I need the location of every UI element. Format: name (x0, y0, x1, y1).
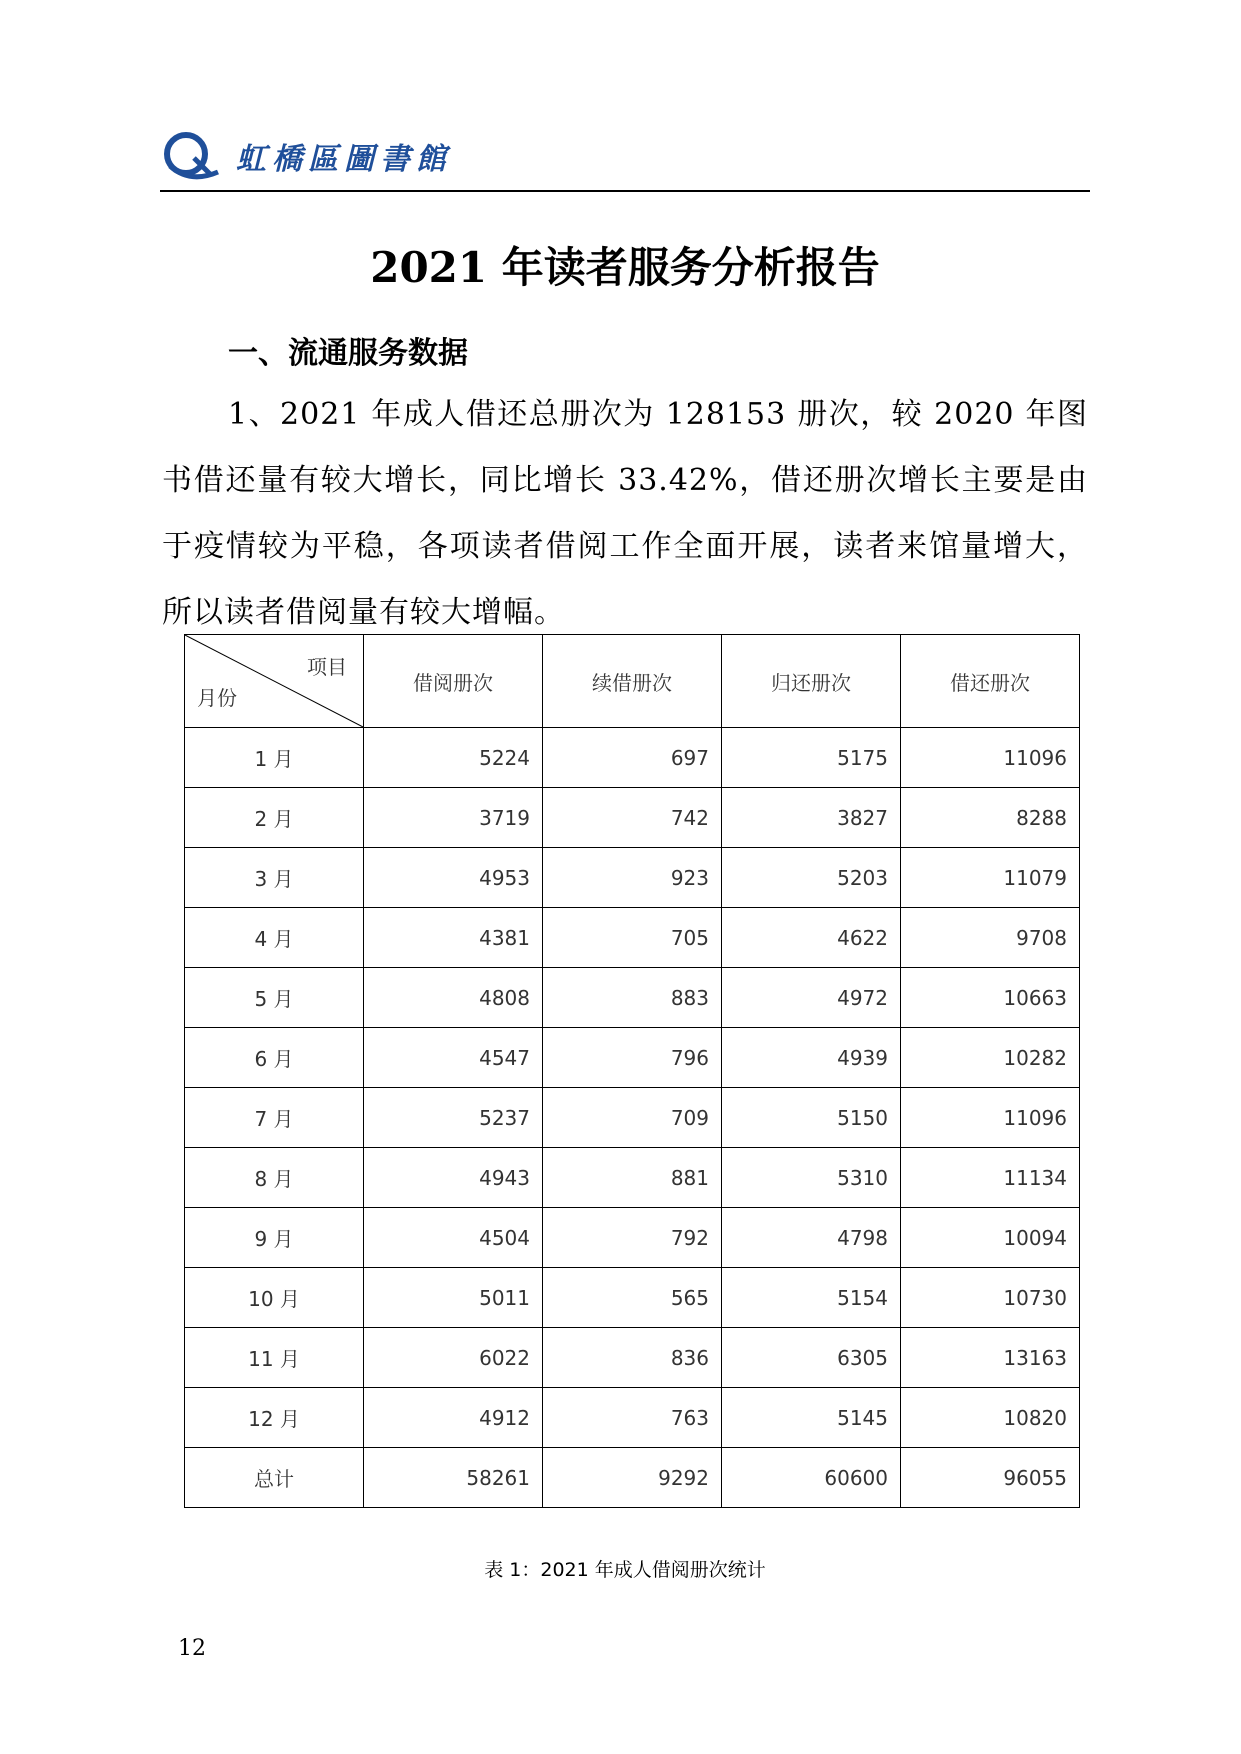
value-cell: 4912 (364, 1388, 543, 1448)
value-cell: 792 (543, 1208, 722, 1268)
table-header-row (185, 635, 1080, 728)
value-cell: 5175 (722, 728, 901, 788)
value-cell: 10730 (901, 1268, 1080, 1328)
value-cell: 96055 (901, 1448, 1080, 1508)
column-header: 归还册次 (722, 635, 901, 728)
table-row (185, 848, 1080, 908)
table-row (185, 1028, 1080, 1088)
value-cell: 4808 (364, 968, 543, 1028)
value-cell: 705 (543, 908, 722, 968)
table-row (185, 1148, 1080, 1208)
column-header: 借还册次 (901, 635, 1080, 728)
circulation-table (184, 634, 1080, 1508)
table-total-row (185, 1448, 1080, 1508)
table-row (185, 1088, 1080, 1148)
value-cell: 697 (543, 728, 722, 788)
month-cell: 4 月 (185, 908, 364, 968)
value-cell: 10282 (901, 1028, 1080, 1088)
month-cell: 12 月 (185, 1388, 364, 1448)
table-row (185, 968, 1080, 1028)
table-corner-cell (185, 635, 364, 728)
report-title: 2021 年读者服务分析报告 (370, 243, 880, 292)
value-cell: 9292 (543, 1448, 722, 1508)
value-cell: 763 (543, 1388, 722, 1448)
value-cell: 13163 (901, 1328, 1080, 1388)
page-number: 12 (178, 1636, 206, 1661)
value-cell: 11096 (901, 728, 1080, 788)
month-cell: 8 月 (185, 1148, 364, 1208)
table-row (185, 1388, 1080, 1448)
value-cell: 3827 (722, 788, 901, 848)
value-cell: 5310 (722, 1148, 901, 1208)
value-cell: 565 (543, 1268, 722, 1328)
value-cell: 6022 (364, 1328, 543, 1388)
value-cell: 10094 (901, 1208, 1080, 1268)
table-row (185, 728, 1080, 788)
month-cell: 7 月 (185, 1088, 364, 1148)
month-cell: 11 月 (185, 1328, 364, 1388)
month-cell: 6 月 (185, 1028, 364, 1088)
value-cell: 5237 (364, 1088, 543, 1148)
page-header (160, 125, 1090, 187)
value-cell: 9708 (901, 908, 1080, 968)
value-cell: 10820 (901, 1388, 1080, 1448)
table-body (185, 728, 1080, 1508)
month-cell: 5 月 (185, 968, 364, 1028)
value-cell: 5145 (722, 1388, 901, 1448)
value-cell: 4939 (722, 1028, 901, 1088)
month-cell: 9 月 (185, 1208, 364, 1268)
corner-label-item: 项目 (307, 655, 347, 679)
value-cell: 8288 (901, 788, 1080, 848)
table-row (185, 788, 1080, 848)
value-cell: 4953 (364, 848, 543, 908)
value-cell: 5011 (364, 1268, 543, 1328)
body-paragraph: 1、2021 年成人借还总册次为 128153 册次，较 2020 年图书借还量有较大增长，同比增长 33.42%，借还册次增长主要是由于疫情较为平稳，各项读者借阅工作全面开展，读者来馆量增大，所以读者借阅量有较大增幅。 (162, 397, 1088, 630)
value-cell: 4504 (364, 1208, 543, 1268)
value-cell: 5203 (722, 848, 901, 908)
table-row (185, 1208, 1080, 1268)
table-caption: 表 1：2021 年成人借阅册次统计 (484, 1559, 766, 1581)
value-cell: 923 (543, 848, 722, 908)
column-header: 续借册次 (543, 635, 722, 728)
month-cell: 3 月 (185, 848, 364, 908)
value-cell: 11096 (901, 1088, 1080, 1148)
value-cell: 60600 (722, 1448, 901, 1508)
value-cell: 10663 (901, 968, 1080, 1028)
value-cell: 796 (543, 1028, 722, 1088)
value-cell: 4547 (364, 1028, 543, 1088)
library-logo-icon (160, 128, 222, 184)
value-cell: 5150 (722, 1088, 901, 1148)
month-cell: 2 月 (185, 788, 364, 848)
value-cell: 836 (543, 1328, 722, 1388)
value-cell: 3719 (364, 788, 543, 848)
value-cell: 4381 (364, 908, 543, 968)
section-heading: 一、流通服务数据 (228, 336, 468, 371)
value-cell: 5154 (722, 1268, 901, 1328)
header-divider (160, 190, 1090, 192)
value-cell: 4972 (722, 968, 901, 1028)
diagonal-line (185, 635, 363, 727)
value-cell: 709 (543, 1088, 722, 1148)
corner-label-month: 月份 (197, 686, 237, 710)
month-cell: 10 月 (185, 1268, 364, 1328)
month-cell: 总计 (185, 1448, 364, 1508)
month-cell: 1 月 (185, 728, 364, 788)
value-cell: 6305 (722, 1328, 901, 1388)
table-row (185, 908, 1080, 968)
column-header: 借阅册次 (364, 635, 543, 728)
value-cell: 4798 (722, 1208, 901, 1268)
value-cell: 11079 (901, 848, 1080, 908)
table-row (185, 1328, 1080, 1388)
value-cell: 881 (543, 1148, 722, 1208)
value-cell: 58261 (364, 1448, 543, 1508)
table-row (185, 1268, 1080, 1328)
value-cell: 11134 (901, 1148, 1080, 1208)
library-logo-text: 虹橋區圖書館 (236, 142, 452, 177)
value-cell: 4622 (722, 908, 901, 968)
value-cell: 4943 (364, 1148, 543, 1208)
value-cell: 883 (543, 968, 722, 1028)
value-cell: 5224 (364, 728, 543, 788)
value-cell: 742 (543, 788, 722, 848)
